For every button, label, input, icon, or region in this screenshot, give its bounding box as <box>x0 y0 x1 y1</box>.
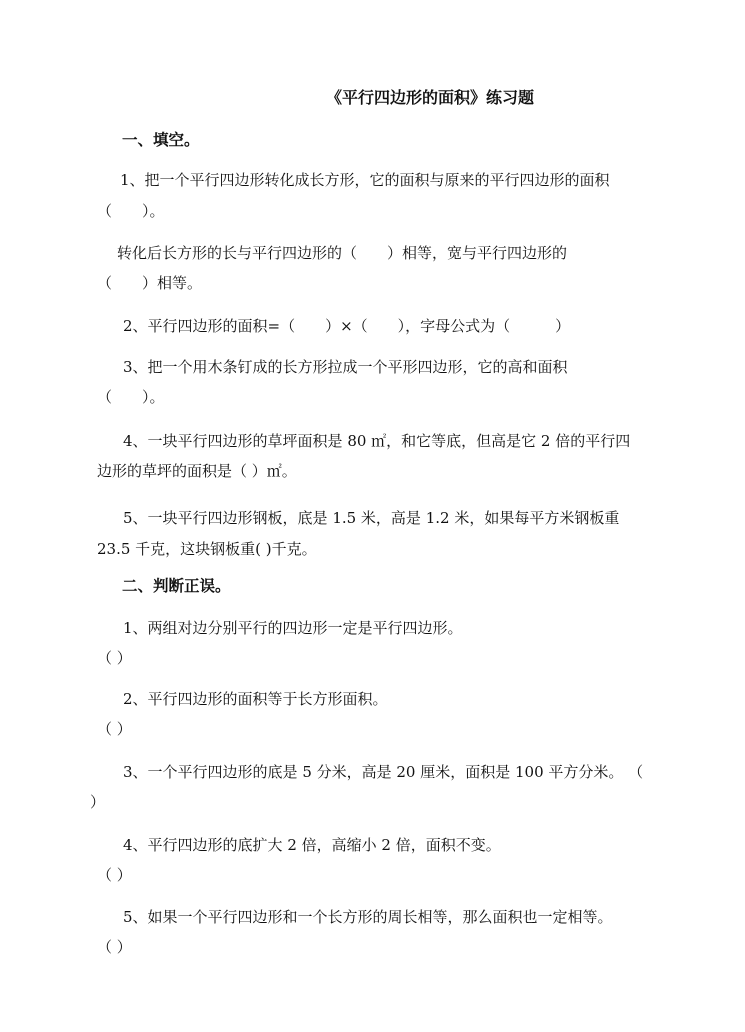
judge-q3-line1: 3、一个平行四边形的底是 5 分米，高是 20 厘米，面积是 100 平方分米。 （ <box>123 763 644 781</box>
fill-q5-line2: 23.5 千克，这块钢板重( )千克。 <box>97 540 317 558</box>
judge-q5-line1: 5、如果一个平行四边形和一个长方形的周长相等，那么面积也一定相等。 <box>123 908 613 926</box>
fill-q1-line1: 1、把一个平行四边形转化成长方形，它的面积与原来的平行四边形的面积 <box>120 171 610 189</box>
judge-q5-answer: （ ） <box>97 938 132 956</box>
fill-q2: 2、平行四边形的面积=（ ）×（ ），字母公式为（ ） <box>123 317 571 335</box>
judge-q1-line1: 1、两组对边分别平行的四边形一定是平行四边形。 <box>123 619 463 637</box>
judge-q3-line2: ） <box>90 793 106 811</box>
judge-q4-line1: 4、平行四边形的底扩大 2 倍，高缩小 2 倍，面积不变。 <box>123 836 501 854</box>
judge-q4-answer: （ ） <box>97 866 132 884</box>
document-title: 《平行四边形的面积》练习题 <box>326 88 535 107</box>
fill-q1-line4: （ ）相等。 <box>97 274 203 292</box>
fill-q3-line1: 3、把一个用木条钉成的长方形拉成一个平形四边形，它的高和面积 <box>123 358 568 376</box>
fill-q1-line3: 转化后长方形的长与平行四边形的（ ）相等，宽与平行四边形的 <box>117 244 568 262</box>
section-heading-fill-in: 一、填空。 <box>122 131 200 149</box>
fill-q5-line1: 5、一块平行四边形钢板，底是 1.5 米，高是 1.2 米，如果每平方米钢板重 <box>123 509 620 527</box>
fill-q1-line2: （ ）。 <box>97 202 165 220</box>
section-heading-true-false: 二、判断正误。 <box>122 577 231 595</box>
judge-q1-answer: （ ） <box>97 649 132 667</box>
judge-q2-line1: 2、平行四边形的面积等于长方形面积。 <box>123 690 388 708</box>
judge-q2-answer: （ ） <box>97 720 132 738</box>
fill-q4-line1: 4、一块平行四边形的草坪面积是 80 ㎡，和它等底，但高是它 2 倍的平行四 <box>123 432 631 450</box>
fill-q3-line2: （ ）。 <box>97 388 165 406</box>
fill-q4-line2: 边形的草坪的面积是（ ）㎡。 <box>97 462 297 480</box>
